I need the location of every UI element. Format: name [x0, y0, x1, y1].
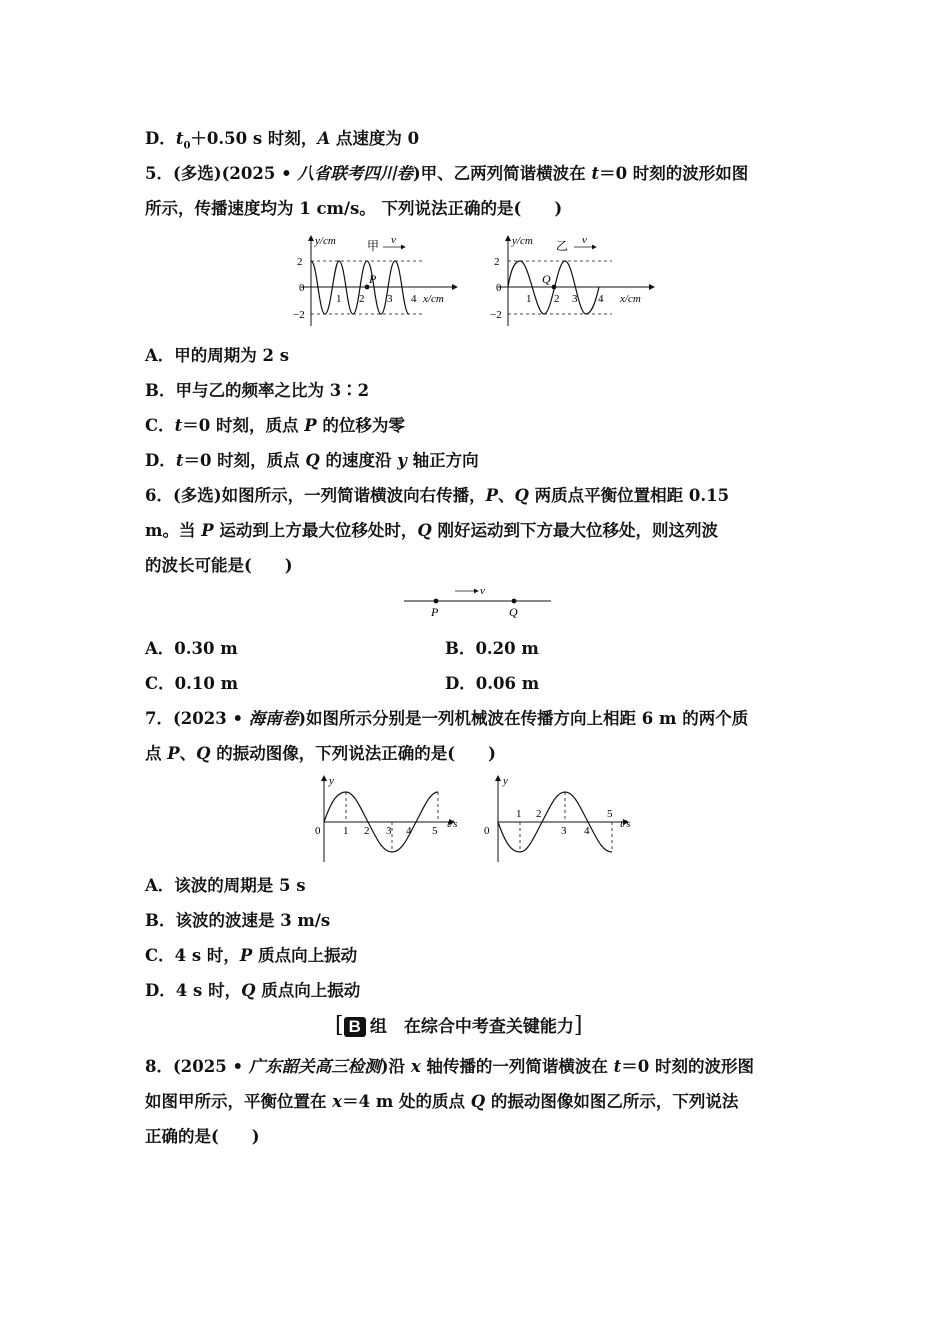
- svg-text:v: v: [582, 234, 587, 246]
- q5-option-c[interactable]: C．t＝0 时刻，质点 P 的位移为零: [145, 416, 405, 435]
- svg-text:P: P: [369, 272, 377, 286]
- q6-option-b[interactable]: B．0.20 m: [445, 639, 539, 658]
- svg-text:3: 3: [386, 825, 392, 837]
- q8-stem-line2: 如图甲所示，平衡位置在 x＝4 m 处的质点 Q 的振动图像如图乙所示，下列说法: [145, 1092, 739, 1111]
- svg-text:2: 2: [364, 825, 370, 837]
- svg-text:v: v: [480, 585, 485, 597]
- q5-option-b[interactable]: B．甲与乙的频率之比为 3∶2: [145, 381, 370, 400]
- svg-text:4: 4: [598, 293, 604, 305]
- svg-text:−2: −2: [293, 309, 305, 321]
- svg-text:乙: 乙: [556, 239, 569, 253]
- q5-figure-jia: [295, 230, 460, 330]
- point-p: [434, 599, 439, 604]
- svg-text:2: 2: [554, 293, 560, 305]
- svg-text:t/s: t/s: [620, 818, 631, 830]
- q6-stem-line1: 6．(多选)如图所示，一列简谐横波向右传播，P、Q 两质点平衡位置相距 0.15: [145, 486, 730, 505]
- q5-option-d[interactable]: D．t＝0 时刻，质点 Q 的速度沿 y 轴正方向: [145, 451, 479, 470]
- svg-text:4: 4: [584, 825, 590, 837]
- q5-figure-yi: [492, 230, 657, 330]
- svg-text:甲: 甲: [367, 239, 380, 253]
- svg-text:x/cm: x/cm: [423, 293, 444, 305]
- svg-text:y: y: [503, 775, 508, 787]
- svg-text:4: 4: [411, 293, 417, 305]
- q7-option-b[interactable]: B．该波的波速是 3 m/s: [145, 911, 331, 930]
- q5-stem-line1: 5．(多选)(2025 • 八省联考四川卷)甲、乙两列简谐横波在 t＝0 时刻的波形如图: [145, 164, 749, 183]
- svg-text:Q: Q: [509, 605, 518, 619]
- svg-text:2: 2: [359, 293, 365, 305]
- q6-stem-line3: 的波长可能是( ): [145, 556, 293, 575]
- q5-stem-line2: 所示，传播速度均为 1 cm/s。 下列说法正确的是( ): [145, 199, 563, 218]
- q7-stem-line2: 点 P、Q 的振动图像，下列说法正确的是( ): [145, 744, 496, 763]
- svg-text:1: 1: [516, 808, 522, 820]
- svg-text:0: 0: [496, 282, 502, 294]
- svg-text:2: 2: [536, 808, 542, 820]
- svg-text:1: 1: [336, 293, 342, 305]
- svg-text:−2: −2: [490, 309, 502, 321]
- q7-option-a[interactable]: A．该波的周期是 5 s: [145, 876, 306, 895]
- q8-stem-line3: 正确的是( ): [145, 1127, 260, 1146]
- point-q: [512, 599, 517, 604]
- svg-text:y/cm: y/cm: [315, 235, 336, 247]
- q6-option-d[interactable]: D．0.06 m: [445, 674, 540, 693]
- svg-text:v: v: [391, 234, 396, 246]
- svg-text:5: 5: [432, 825, 438, 837]
- svg-text:y: y: [329, 775, 334, 787]
- q6-option-a[interactable]: A．0.30 m: [145, 639, 238, 658]
- point-q: [552, 285, 557, 290]
- section-heading: [ B 组 在综合中考查关键能力]: [335, 1013, 583, 1038]
- q7-option-c[interactable]: C．4 s 时，P 质点向上振动: [145, 946, 358, 965]
- svg-text:3: 3: [561, 825, 567, 837]
- q6-stem-line2: m。当 P 运动到上方最大位移处时，Q 刚好运动到下方最大位移处，则这列波: [145, 521, 718, 540]
- q6-option-c[interactable]: C．0.10 m: [145, 674, 239, 693]
- q7-figure-q: [478, 772, 643, 864]
- svg-text:5: 5: [607, 808, 613, 820]
- svg-text:0: 0: [315, 825, 321, 837]
- svg-text:3: 3: [572, 293, 578, 305]
- svg-text:1: 1: [343, 825, 349, 837]
- q7-figure-p: [308, 772, 468, 864]
- svg-text:t/s: t/s: [447, 818, 458, 830]
- q7-source: 海南卷: [248, 709, 299, 728]
- svg-text:P: P: [431, 605, 439, 619]
- group-b-badge: B: [344, 1017, 366, 1037]
- q6-figure: [400, 582, 555, 622]
- svg-text:3: 3: [387, 293, 393, 305]
- q5-source: 八省联考四川卷: [297, 164, 413, 183]
- svg-text:0: 0: [484, 825, 490, 837]
- q5-option-a[interactable]: A．甲的周期为 2 s: [145, 346, 290, 365]
- svg-text:2: 2: [494, 256, 500, 268]
- svg-text:1: 1: [526, 293, 532, 305]
- svg-text:0: 0: [299, 282, 305, 294]
- svg-text:Q: Q: [542, 272, 551, 286]
- svg-text:4: 4: [406, 825, 412, 837]
- q7-option-d[interactable]: D．4 s 时，Q 质点向上振动: [145, 981, 361, 1000]
- q4-option-d[interactable]: D．$t_0+0.50$ s 时刻，A 点速度为 0: [145, 129, 420, 152]
- svg-text:2: 2: [297, 256, 303, 268]
- q8-stem-line1: 8．(2025 • 广东韶关高三检测)沿 x 轴传播的一列简谐横波在 t＝0 时刻的波形图: [145, 1057, 755, 1076]
- svg-text:x/cm: x/cm: [620, 293, 641, 305]
- svg-text:y/cm: y/cm: [512, 235, 533, 247]
- q8-source: 广东韶关高三检测: [248, 1057, 381, 1076]
- q7-stem-line1: 7．(2023 • 海南卷)如图所示分别是一列机械波在传播方向上相距 6 m 的两个质: [145, 709, 749, 728]
